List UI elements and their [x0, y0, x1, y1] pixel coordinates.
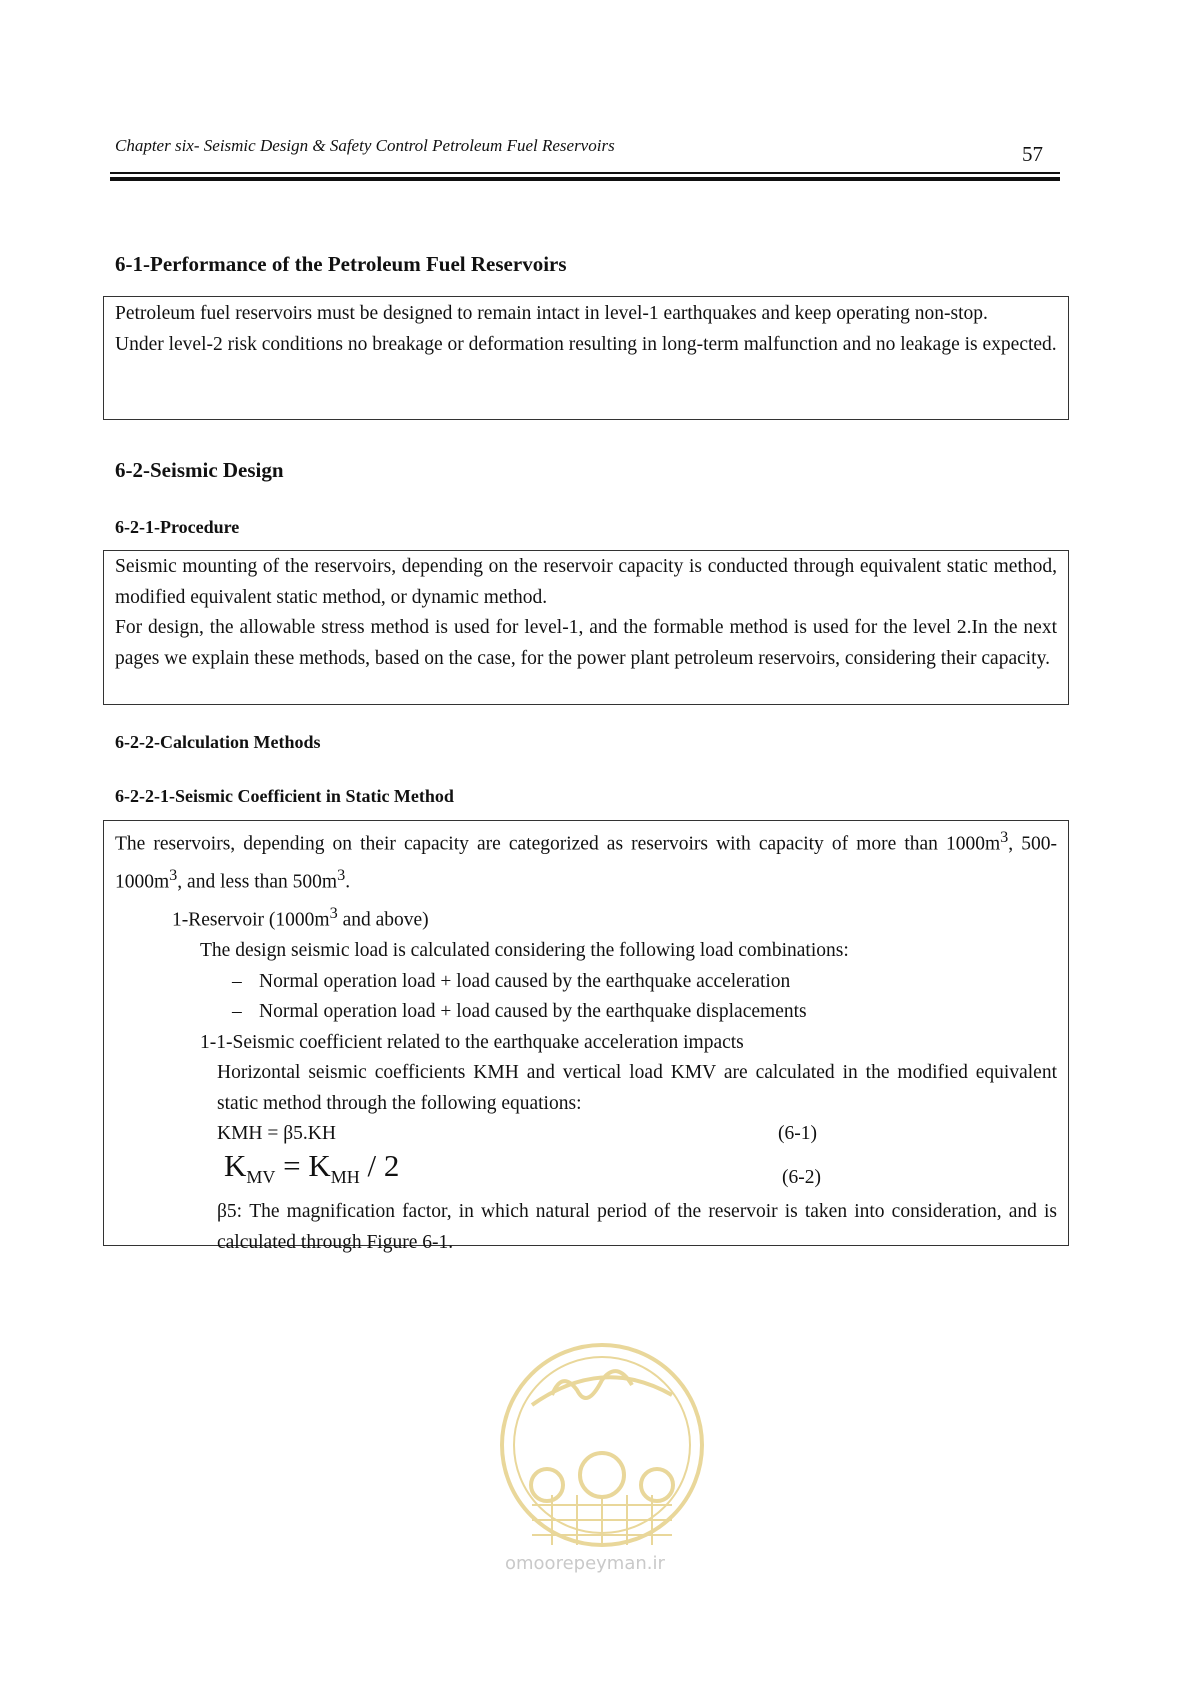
equation-number: (6-1)	[778, 1123, 817, 1144]
section-6-1-heading: 6-1-Performance of the Petroleum Fuel Reservoirs	[115, 252, 567, 276]
section-6-2-2-1-box	[103, 820, 1069, 1253]
running-header: Chapter six- Seismic Design & Safety Control Petroleum Fuel Reservoirs	[115, 136, 615, 155]
item-1-1: 1-1-Seismic coefficient related to the earthquake acceleration impacts	[200, 1031, 744, 1053]
watermark-logo	[492, 1335, 712, 1565]
equation-6-1: KMH = β5.KH (6-1)	[115, 1119, 1057, 1149]
paragraph: Under level-2 risk conditions no breakage or deformation resulting in long-term malfunction and no leakage is expected.	[115, 333, 1057, 355]
bullet-item: – Normal operation load + load caused by the earthquake acceleration	[232, 970, 791, 992]
beta-definition: β5: The magnification factor, in which natural period of the reservoir is taken into consideration, and is calculated through Figure 6-1.	[217, 1201, 1057, 1253]
equation-number: (6-2)	[782, 1167, 821, 1188]
equation-6-2	[115, 1149, 1057, 1197]
horizontal-coefficients-text: Horizontal seismic coefficients KMH and vertical load KMV are calculated in the modified equivalent static method through the following equations:	[217, 1062, 1057, 1114]
paragraph: For design, the allowable stress method is used for level-1, and the formable method is used for the level 2.In the next pages we explain these methods, based on the case, for the power plant petroleum reservoirs, considering their capacity.	[115, 617, 1057, 669]
item-1: 1-Reservoir ($1000m^3$ and above)	[172, 904, 429, 931]
watermark-grid	[532, 1495, 672, 1545]
section-6-2-1-box	[103, 550, 1069, 705]
paragraph: Seismic mounting of the reservoirs, depending on the reservoir capacity is conducted through equivalent static method, modified equivalent static method, or dynamic method.	[115, 556, 1057, 608]
watermark-gear	[641, 1469, 673, 1501]
bullet-item: – Normal operation load + load caused by the earthquake displacements	[232, 1001, 807, 1022]
design-load-text: The design seismic load is calculated considering the following load combinations:	[200, 940, 849, 961]
header-rule-thin	[110, 172, 1060, 174]
paragraph: Petroleum fuel reservoirs must be designed to remain intact in level-1 earthquakes and keep operating non-stop.	[115, 303, 988, 324]
section-6-2-2-heading: 6-2-2-Calculation Methods	[115, 732, 321, 752]
watermark-calligraphy	[552, 1371, 632, 1398]
section-6-2-heading: 6-2-Seismic Design	[115, 458, 284, 482]
page-number: 57	[1022, 142, 1043, 166]
watermark-gear	[580, 1453, 624, 1497]
section-6-2-1-heading: 6-2-1-Procedure	[115, 517, 240, 537]
watermark-gear	[531, 1469, 563, 1501]
intro-paragraph: The reservoirs, depending on their capacity are categorized as reservoirs with capacity of more than $1000m^3$, $500-1000m^3$, and less than $500m^3$.	[115, 828, 1057, 893]
formula: $K_{MV} = K_{MH} / 2$	[224, 1148, 400, 1188]
section-6-2-2-1-heading: 6-2-2-1-Seismic Coefficient in Static Method	[115, 786, 454, 806]
watermark-url: omoorepeyman.ir	[505, 1553, 665, 1574]
header-rule-thick	[110, 177, 1060, 181]
section-6-1-box	[103, 296, 1069, 420]
